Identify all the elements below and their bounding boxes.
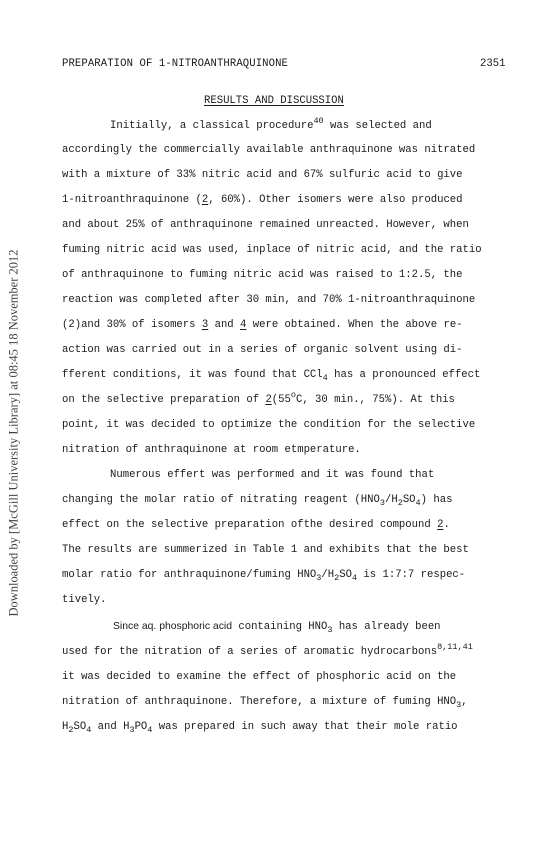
text-line: reaction was completed after 30 min, and 70% 1-nitroanthraquinone [62,294,476,306]
page-number: 2351 [480,58,506,70]
text-line: Since aq. phosphoric acid containing $HNO_3$ has already been [113,621,441,635]
text-line: it was decided to examine the effect of phosphoric acid on the [62,671,457,683]
compound-ref: 2 [437,519,444,531]
compound-ref: 2 [201,194,209,206]
text-line: $H_2SO_4$ and $H_3PO_4$ was prepared in such away that their mole ratio [62,721,458,735]
download-watermark [7,232,21,634]
citation-ref: 8,11,41 [437,642,473,652]
running-title: PREPARATION OF 1-NITROANTHRAQUINONE [62,58,289,70]
text-line: fferent conditions, it was found that CCl$_4$ has a pronounced effect [62,369,481,383]
text-line: The results are summerized in Table 1 and exhibits that the best [62,544,469,556]
text-line: fuming nitric acid was used, inplace of nitric acid, and the ratio [62,244,482,256]
text-line: with a mixture of 33% nitric acid and 67% sulfuric acid to give [62,169,463,181]
compound-ref: 2 [265,394,272,406]
compound-ref: 4 [240,319,247,331]
text-line: Numerous effert was performed and it was found that [110,469,435,481]
text-line: used for the nitration of a series of aromatic hydrocarbons$^{8,11,41}$ [62,642,473,658]
text-line: accordingly the commercially available anthraquinone was nitrated [62,144,476,156]
section-heading: RESULTS AND DISCUSSION [204,95,344,107]
text-line: Initially, a classical procedure$^{40}$ was selected and [110,116,432,132]
text-line: molar ratio for anthraquinone/fuming $HNO_3/H_2SO_4$ is 1:7:7 respec- [62,569,466,583]
text-line: 1-nitroanthraquinone (2, 60%). Other isomers were also produced [62,194,463,206]
citation-ref: 40 [313,116,324,126]
text-line: of anthraquinone to fuming nitric acid was raised to 1:2.5, the [62,269,463,281]
text-line: nitration of anthraquinone at room etmperature. [62,444,361,456]
text-line: (2)and 30% of isomers 3 and 4 were obtained. When the above re- [62,319,463,331]
text-line: effect on the selective preparation ofthe desired compound 2. [62,519,450,531]
text-line: changing the molar ratio of nitrating reagent $(HNO_3/H_2SO_4)$ has [62,494,453,508]
text-line: tively. [62,594,107,606]
compound-ref: 3 [201,319,209,331]
text-line: nitration of anthraquinone. Therefore, a mixture of fuming $HNO_3$, [62,696,468,710]
download-note: Downloaded by [McGill University Library] at 08:45 18 November 2012 [6,249,21,617]
text-line: on the selective preparation of 2(55$^o$C, 30 min., 75%). At this [62,390,455,406]
text-line: action was carried out in a series of organic solvent using di- [62,344,463,356]
text-line: and about 25% of anthraquinone remained unreacted. However, when [62,219,469,231]
text-line: point, it was decided to optimize the condition for the selective [62,419,476,431]
